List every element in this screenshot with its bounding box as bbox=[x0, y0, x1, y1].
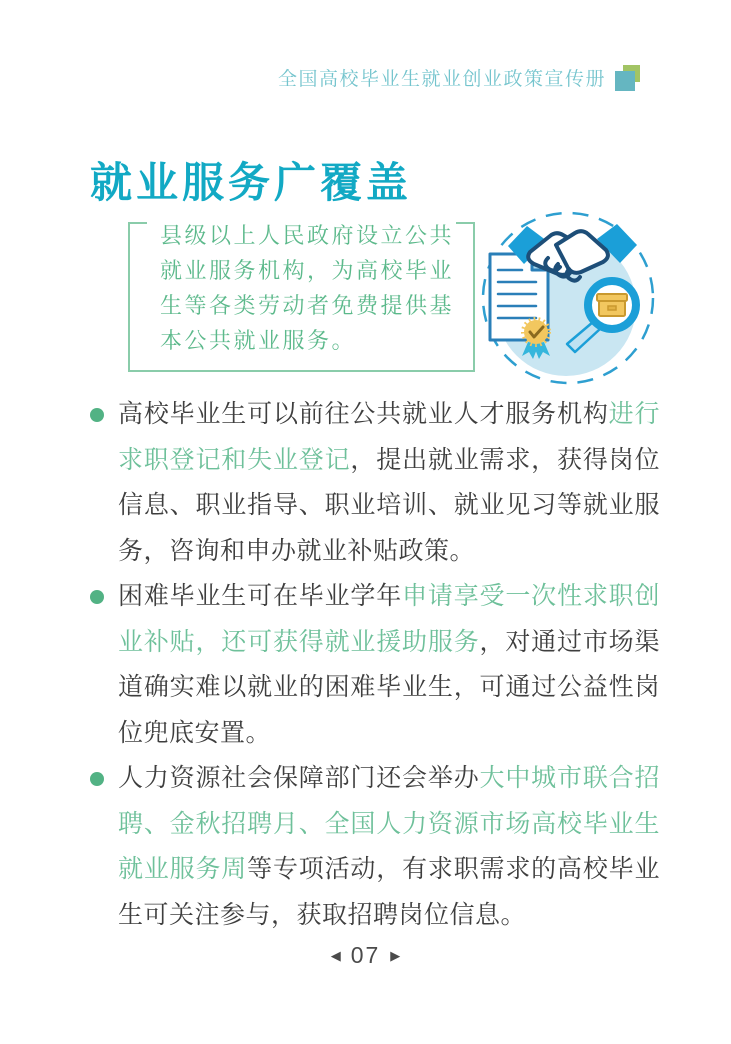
policy-quote-box bbox=[128, 222, 475, 372]
bullet-text-segment: 人力资源社会保障部门还会举办 bbox=[118, 764, 480, 792]
bullet-dot-icon bbox=[90, 590, 104, 604]
bullet-text-segment: 等专项活动，有求职需求的高校毕业生可关注参与，获取招聘岗位信息。 bbox=[118, 855, 660, 929]
logo-teal-square bbox=[615, 71, 635, 91]
list-item bbox=[90, 756, 660, 938]
box-in-lens-icon bbox=[597, 294, 627, 316]
bullet-text-segment-highlight: 申请享受一次性求职创业补贴，还可获得就业援助服务 bbox=[118, 582, 660, 656]
bullet-list bbox=[90, 392, 660, 938]
bullet-text-segment: 高校毕业生可以前往公共就业人才服务机构 bbox=[118, 400, 609, 428]
bullet-text-segment: ，对通过市场渠道确实难以就业的困难毕业生，可通过公益性岗位兜底安置。 bbox=[118, 627, 660, 747]
page-header bbox=[278, 64, 640, 91]
prev-page-arrow-icon[interactable]: ◀ bbox=[330, 948, 341, 963]
bullet-text-segment-highlight: 大中城市联合招聘、金秋招聘月、全国人力资源市场高校毕业生就业服务周 bbox=[118, 764, 660, 883]
page-number: 07 bbox=[350, 942, 381, 968]
policy-quote-text: 县级以上人民政府设立公共就业服务机构，为高校毕业生等各类劳动者免费提供基本公共就业服务。 bbox=[160, 223, 455, 353]
bullet-text-segment: ，提出就业需求，获得岗位信息、职业指导、职业培训、就业见习等就业服务，咨询和申办就业补贴政策。 bbox=[118, 445, 660, 565]
page-footer bbox=[0, 942, 731, 969]
list-item bbox=[90, 392, 660, 574]
list-item bbox=[90, 574, 660, 756]
bullet-text-segment: 困难毕业生可在毕业学年 bbox=[118, 582, 403, 610]
bullet-text-segment-highlight: 进行求职登记和失业登记 bbox=[118, 400, 660, 474]
employment-service-illustration bbox=[478, 206, 658, 396]
page-title: 就业服务广覆盖 bbox=[90, 159, 413, 207]
bullet-dot-icon bbox=[90, 772, 104, 786]
next-page-arrow-icon[interactable]: ▶ bbox=[390, 948, 401, 963]
booklet-logo-icon bbox=[615, 65, 640, 91]
bullet-dot-icon bbox=[90, 408, 104, 422]
booklet-title: 全国高校毕业生就业创业政策宣传册 bbox=[277, 69, 606, 90]
